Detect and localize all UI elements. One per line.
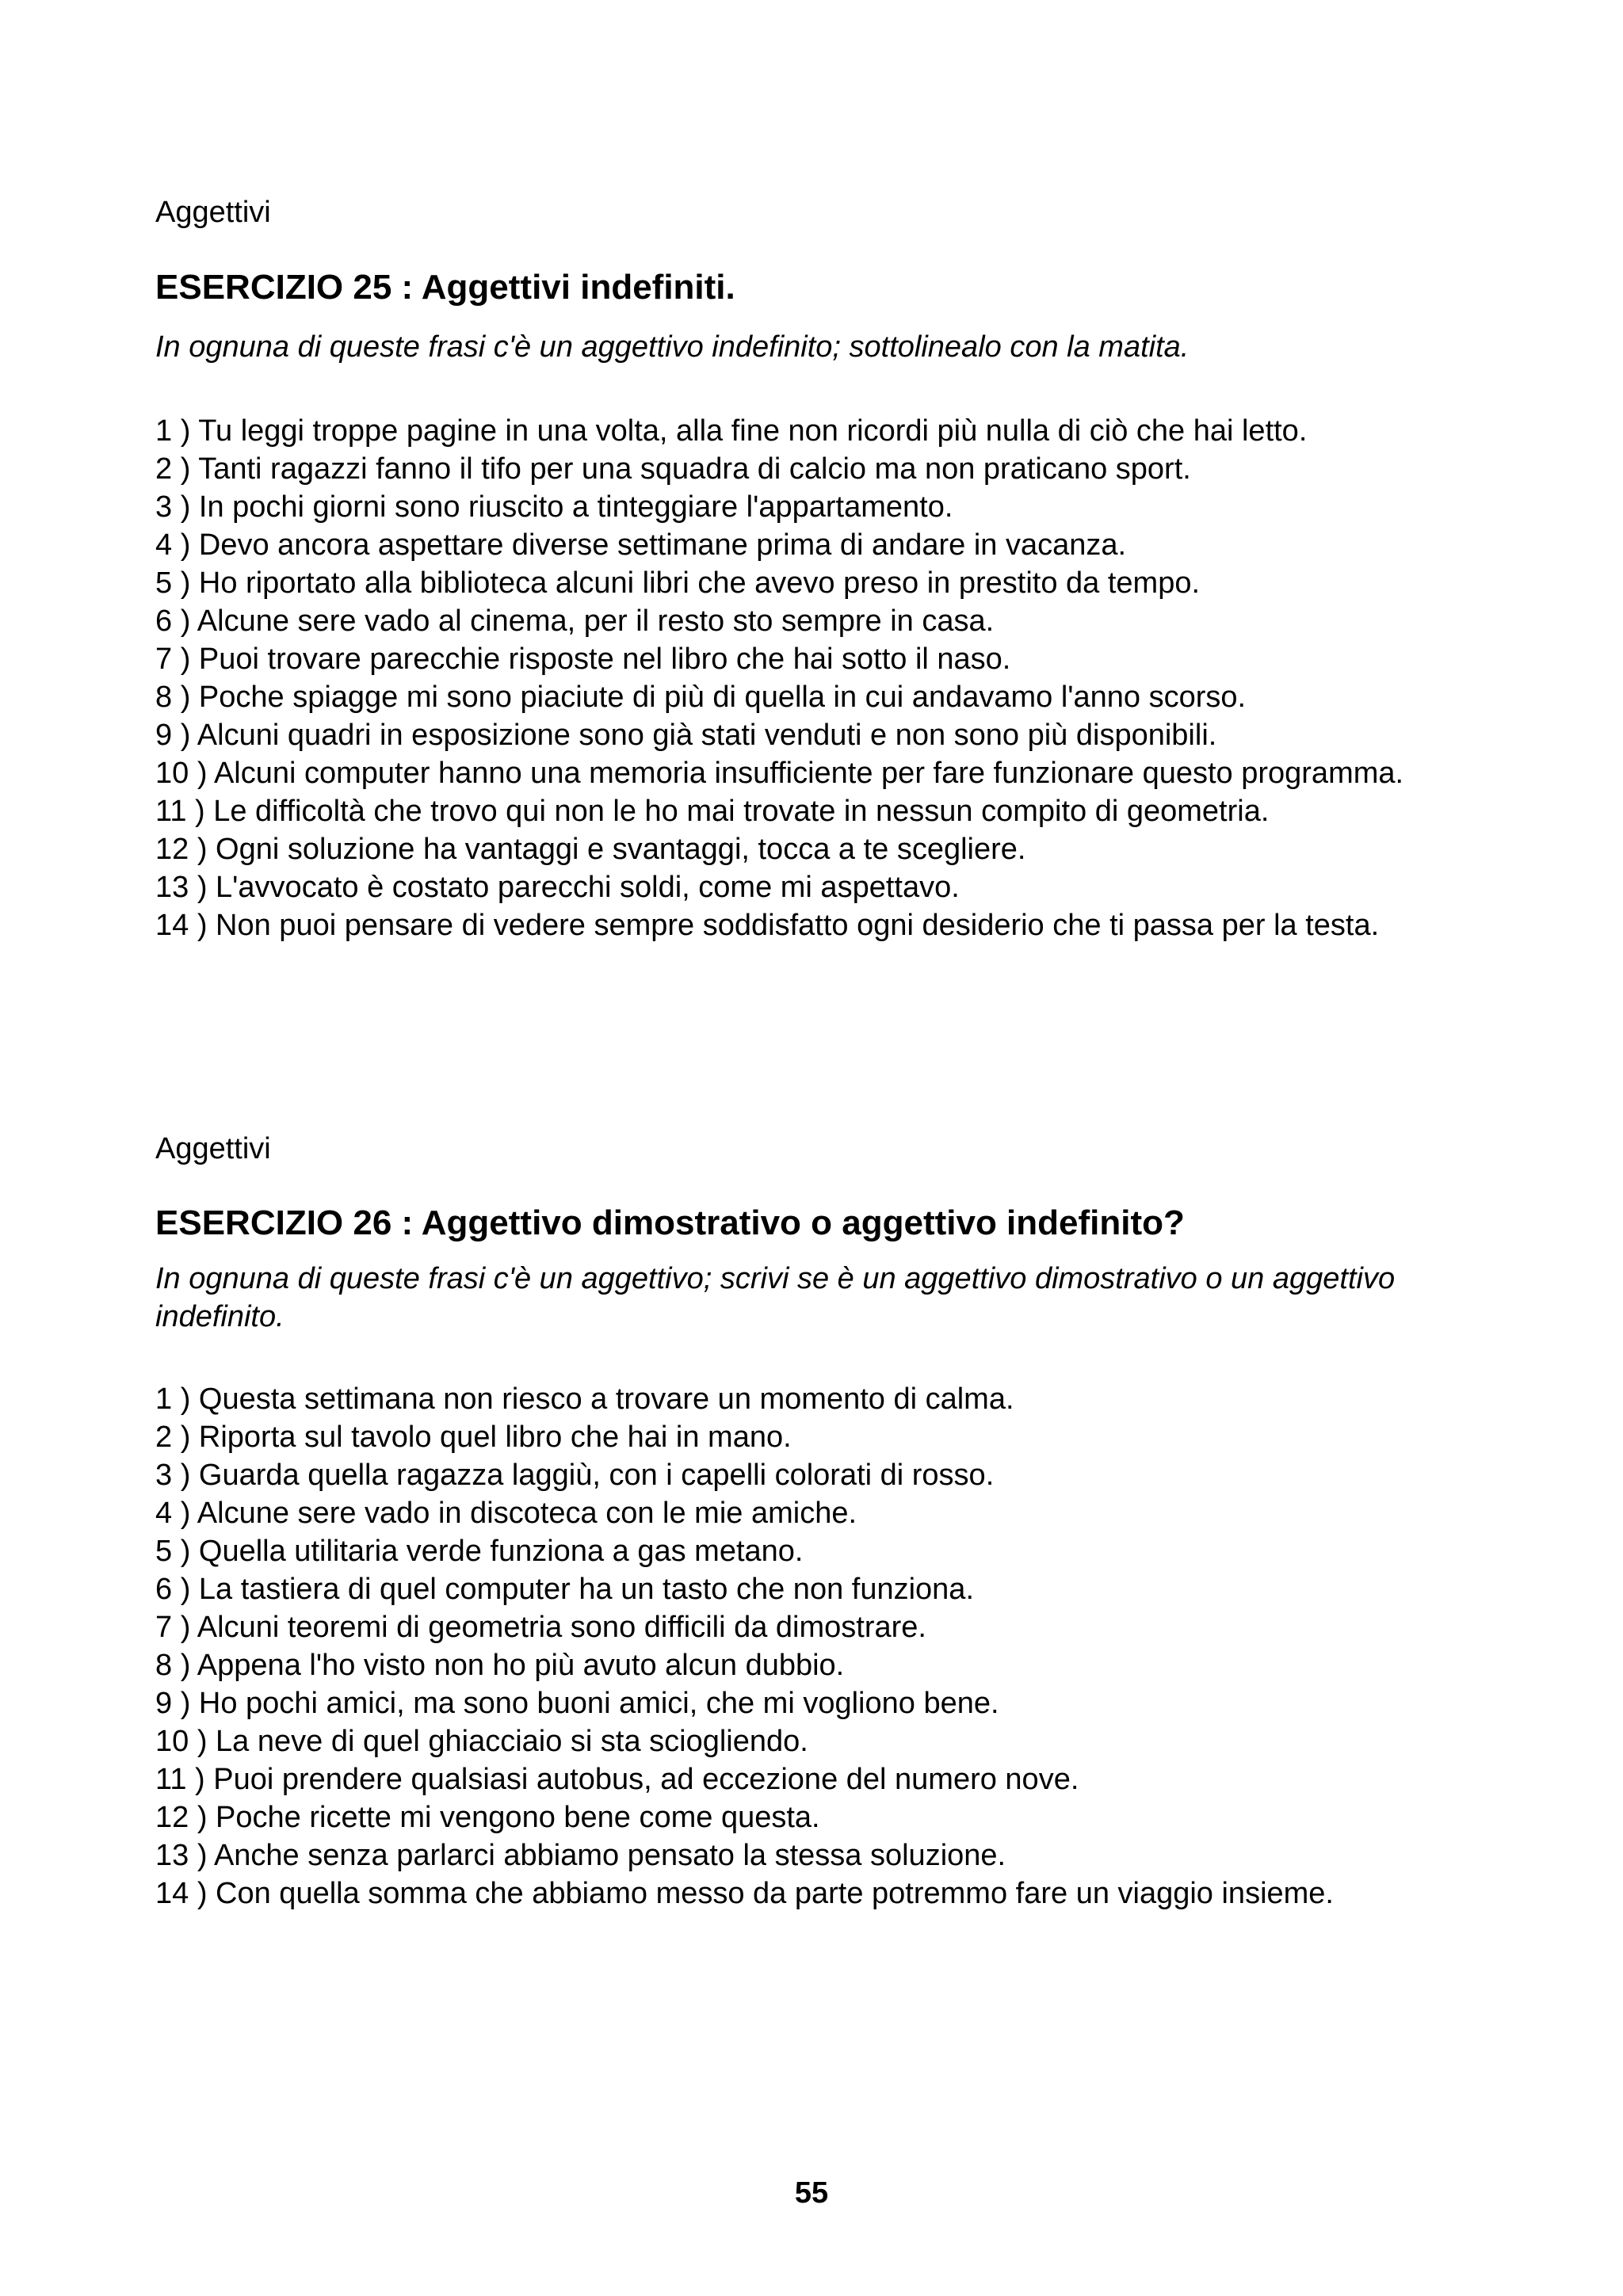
exercise-25-instruction-wrap [155,328,1503,366]
list-item: 6 ) Alcune sere vado al cinema, per il resto sto sempre in casa. [155,605,995,638]
list-item: 10 ) Alcuni computer hanno una memoria insufficiente per fare funzionare questo programma. [155,757,1404,790]
list-item: 1 ) Tu leggi troppe pagine in una volta, alla fine non ricordi più nulla di ciò che hai letto. [155,414,1308,448]
list-item: 4 ) Devo ancora aspettare diverse settimane prima di andare in vacanza. [155,528,1127,562]
list-item: 13 ) L'avvocato è costato parecchi soldi, come mi aspettavo. [155,871,960,904]
list-item: 3 ) In pochi giorni sono riuscito a tinteggiare l'appartamento. [155,490,953,524]
list-item: 2 ) Tanti ragazzi fanno il tifo per una squadra di calcio ma non praticano sport. [155,452,1191,486]
list-item: 3 ) Guarda quella ragazza laggiù, con i capelli colorati di rosso. [155,1459,995,1492]
list-item: 11 ) Puoi prendere qualsiasi autobus, ad eccezione del numero nove. [155,1763,1079,1796]
exercise-26-instruction-wrap [155,1260,1503,1336]
exercise-25-instruction: In ognuna di queste frasi c'è un aggettivo indefinito; sottolinealo con la matita. [155,330,1190,364]
list-item: 1 ) Questa settimana non riesco a trovare un momento di calma. [155,1383,1014,1416]
list-item: 2 ) Riporta sul tavolo quel libro che hai in mano. [155,1421,792,1454]
exercise-25-title: ESERCIZIO 25 : Aggettivi indefiniti. [155,268,735,307]
list-item: 9 ) Ho pochi amici, ma sono buoni amici, che mi vogliono bene. [155,1687,999,1720]
list-item: 5 ) Ho riportato alla biblioteca alcuni libri che avevo preso in prestito da tempo. [155,566,1201,600]
exercise-25-section [155,193,1503,231]
list-item: 8 ) Poche spiagge mi sono piaciute di più di quella in cui andavamo l'anno scorso. [155,681,1247,714]
list-item: 13 ) Anche senza parlarci abbiamo pensato la stessa soluzione. [155,1839,1006,1872]
page-number: 55 [794,2176,829,2210]
exercise-26-list-wrap [155,1380,1503,1913]
list-item: 7 ) Alcuni teoremi di geometria sono difficili da dimostrare. [155,1611,926,1644]
exercise-26-title: ESERCIZIO 26 : Aggettivo dimostrativo o aggettivo indefinito? [155,1203,1185,1242]
list-item: 9 ) Alcuni quadri in esposizione sono già stati venduti e non sono più disponibili. [155,719,1217,752]
exercise-26-header [155,1202,1503,1245]
list-item: 11 ) Le difficoltà che trovo qui non le ho mai trovate in nessun compito di geometria. [155,795,1270,828]
exercise-25-header [155,266,1503,309]
list-item: 12 ) Poche ricette mi vengono bene come questa. [155,1801,820,1834]
list-item: 5 ) Quella utilitaria verde funziona a gas metano. [155,1535,804,1568]
list-item: 7 ) Puoi trovare parecchie risposte nel libro che hai sotto il naso. [155,643,1011,676]
list-item: 6 ) La tastiera di quel computer ha un tasto che non funziona. [155,1573,974,1606]
exercise-26-section [155,1130,1503,1168]
exercise-26-instruction: In ognuna di queste frasi c'è un aggettivo; scrivi se è un aggettivo dimostrativo o un aggettivo indefinito. [155,1262,1396,1333]
list-item: 14 ) Con quella somma che abbiamo messo da parte potremmo fare un viaggio insieme. [155,1877,1334,1910]
list-item: 14 ) Non puoi pensare di vedere sempre soddisfatto ogni desiderio che ti passa per la testa. [155,909,1380,942]
exercise-25-items [155,412,1503,944]
list-item: 10 ) La neve di quel ghiacciaio si sta sciogliendo. [155,1725,808,1758]
list-item: 4 ) Alcune sere vado in discoteca con le mie amiche. [155,1497,857,1530]
section-category-label: Aggettivi [155,1132,271,1165]
list-item: 12 ) Ogni soluzione ha vantaggi e svantaggi, tocca a te scegliere. [155,833,1026,866]
list-item: 8 ) Appena l'ho visto non ho più avuto alcun dubbio. [155,1649,845,1682]
exercise-25-list-wrap [155,412,1503,944]
section-category-label: Aggettivi [155,196,271,229]
exercise-26-items [155,1380,1503,1913]
